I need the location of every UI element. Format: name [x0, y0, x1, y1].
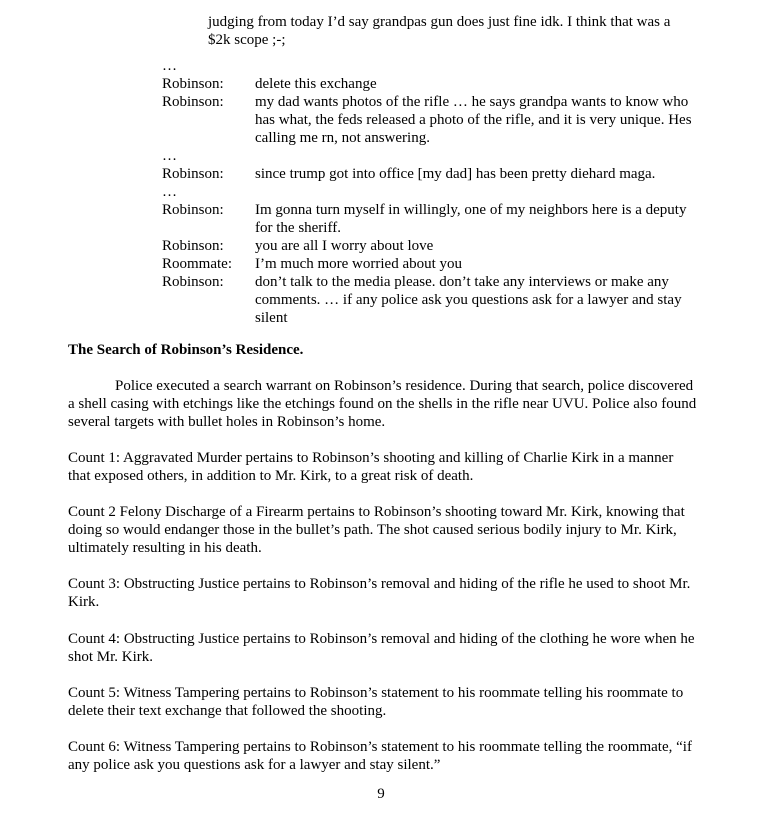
- speaker-label: Robinson:: [162, 274, 224, 290]
- speaker-label: Robinson:: [162, 238, 224, 254]
- transcript-continuation: judging from today I’d say grandpas gun does just fine idk. I think that was a $2k scope ;-;: [208, 14, 671, 48]
- message-text: my dad wants photos of the rifle … he says grandpa wants to know who has what, the feds released a photo of the rifle, and it is very unique. Hes calling me rn, not answering.: [255, 94, 692, 146]
- speaker-label: Robinson:: [162, 94, 224, 110]
- transcript-ellipsis: …: [162, 58, 177, 74]
- message-text: delete this exchange: [255, 76, 377, 92]
- message-text: Im gonna turn myself in willingly, one of my neighbors here is a deputy for the sheriff.: [255, 202, 687, 236]
- transcript-row: [162, 165, 702, 183]
- speaker-label: Robinson:: [162, 76, 224, 92]
- transcript-ellipsis: …: [162, 148, 177, 164]
- message-text: you are all I worry about love: [255, 238, 434, 254]
- speaker-label: Robinson:: [162, 166, 224, 182]
- count-3-paragraph: Count 3: Obstructing Justice pertains to Robinson’s removal and hiding of the rifle he used to shoot Mr. Kirk.: [68, 576, 691, 610]
- count-4-paragraph: Count 4: Obstructing Justice pertains to Robinson’s removal and hiding of the clothing he wore when he shot Mr. Kirk.: [68, 631, 695, 665]
- text-transcript: [162, 57, 702, 327]
- section-heading: The Search of Robinson’s Residence.: [68, 342, 304, 358]
- message-text: I’m much more worried about you: [255, 256, 463, 272]
- speaker-label: Robinson:: [162, 202, 224, 218]
- transcript-ellipsis: …: [162, 184, 177, 200]
- speaker-label: Roommate:: [162, 256, 232, 272]
- page-number: 9: [377, 786, 385, 802]
- transcript-row: [162, 237, 702, 255]
- body-paragraph: Police executed a search warrant on Robinson’s residence. During that search, police discovered a shell casing with etchings like the etchings found on the shells in the rifle near UVU. Police also found several targets with bullet holes in Robinson’s home.: [68, 378, 697, 430]
- transcript-row: [162, 75, 702, 93]
- count-1-paragraph: Count 1: Aggravated Murder pertains to Robinson’s shooting and killing of Charlie Kirk in a manner that exposed others, in addition to Mr. Kirk, to a great risk of death.: [68, 450, 674, 484]
- transcript-row: [162, 201, 702, 237]
- transcript-row: [162, 93, 702, 147]
- message-text: don’t talk to the media please. don’t take any interviews or make any comments. … if any police ask you questions ask for a lawyer and stay silent: [255, 274, 682, 326]
- count-2-paragraph: Count 2 Felony Discharge of a Firearm pertains to Robinson’s shooting toward Mr. Kirk, knowing that doing so would endanger those in the bullet’s path. The shot caused serious bodily injury to Mr. Kirk, ultimately resulting in his death.: [68, 504, 685, 556]
- transcript-row: [162, 255, 702, 273]
- message-text: since trump got into office [my dad] has been pretty diehard maga.: [255, 166, 656, 182]
- transcript-row: [162, 273, 702, 327]
- count-6-paragraph: Count 6: Witness Tampering pertains to Robinson’s statement to his roommate telling the roommate, “if any police ask you questions ask for a lawyer and stay silent.”: [68, 739, 692, 773]
- count-5-paragraph: Count 5: Witness Tampering pertains to Robinson’s statement to his roommate telling his roommate to delete their text exchange that followed the shooting.: [68, 685, 684, 719]
